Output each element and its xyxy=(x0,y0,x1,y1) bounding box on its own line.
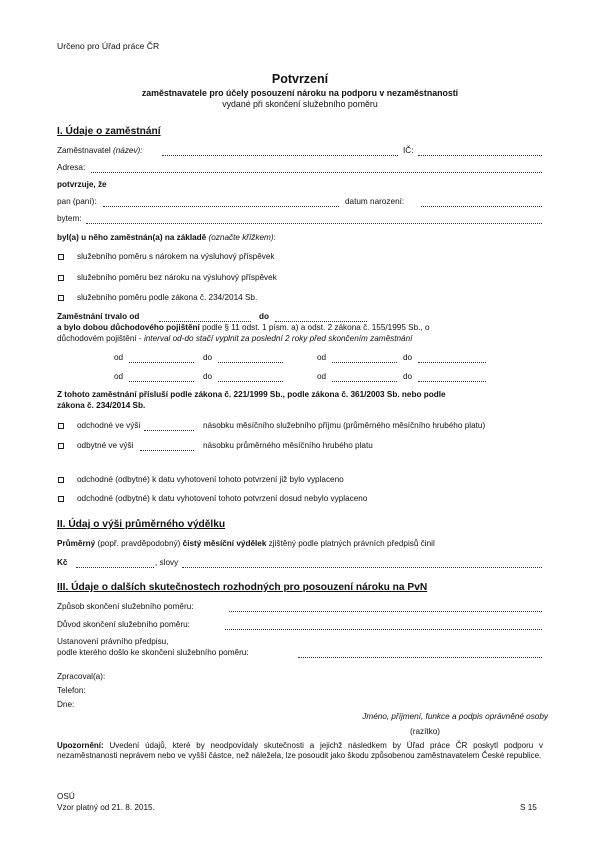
section-1-heading: I. Údaje o zaměstnání xyxy=(57,126,161,137)
legal-provision-field[interactable] xyxy=(298,657,542,658)
option-3-checkbox[interactable] xyxy=(58,295,64,301)
unpaid-checkbox[interactable] xyxy=(58,496,64,502)
footer-form-id: S 15 xyxy=(520,803,537,812)
signature-caption: Jméno, příjmení, funkce a podpis oprávněné osoby xyxy=(362,712,548,721)
document-subtitle: zaměstnavatele pro účely posouzení nároku na podporu v nezaměstnanosti xyxy=(141,88,459,98)
severance-checkbox[interactable] xyxy=(58,423,64,429)
termination-method-field[interactable] xyxy=(229,611,542,612)
option-2-checkbox[interactable] xyxy=(58,275,64,281)
interval-4-from-label: od xyxy=(317,372,327,381)
currency-label: Kč xyxy=(57,558,68,567)
address-field[interactable] xyxy=(91,172,542,173)
dob-field[interactable] xyxy=(421,206,542,207)
duration-label: Zaměstnání trvalo od xyxy=(57,312,140,321)
warning-notice: Upozornění: Uvedení údajů, které by neodpovídaly skutečnosti a jejichž následkem by Úřad práce ČR poskytl podporu v nezaměstnanosti neprávem nebo ve vyšší částce, než náležela, lze posoudit jako škodu způsobenou zaměstnavatelem České republice. xyxy=(57,741,543,761)
unpaid-option-label: odchodné (odbytné) k datu vyhotovení tohoto potvrzení dosud nebylo vyplaceno xyxy=(77,494,368,503)
compensation-label: odbytné ve výši xyxy=(77,441,134,450)
intended-for-note: Určeno pro Úřad práce ČR xyxy=(57,41,160,51)
option-1-label: služebního poměru s nárokem na výsluhový příspěvek xyxy=(77,252,275,261)
address-label: Adresa: xyxy=(57,163,86,172)
amount-field[interactable] xyxy=(76,567,154,568)
compensation-checkbox[interactable] xyxy=(58,443,64,449)
option-1-checkbox[interactable] xyxy=(58,254,64,260)
interval-1-from-field[interactable] xyxy=(129,362,194,363)
processed-by-label: Zpracoval(a): xyxy=(57,672,106,681)
section-2-heading: II. Údaj o výši průměrného výdělku xyxy=(57,519,226,530)
severance-multiple-field[interactable] xyxy=(144,430,194,431)
residence-field[interactable] xyxy=(86,223,542,224)
employment-basis-label: byl(a) u něho zaměstnán(a) na základě (označte křížkem): xyxy=(57,233,276,242)
document-subtitle-2: vydané při skončení služebního poměru xyxy=(222,99,378,109)
footer-code: OSÚ xyxy=(57,792,75,801)
in-words-label: , slovy xyxy=(155,558,179,567)
document-title: Potvrzení xyxy=(271,72,329,86)
section-3-heading: III. Údaje o dalších skutečnostech rozhodných pro posouzení nároku na PvN xyxy=(57,582,428,593)
date-label: Dne: xyxy=(57,700,75,709)
person-name-field[interactable] xyxy=(103,206,339,207)
severance-label: odchodné ve výši xyxy=(77,421,141,430)
legal-provision-label-1: Ustanovení právního předpisu, xyxy=(57,637,169,646)
compensation-multiple-field[interactable] xyxy=(140,450,194,451)
employer-label: Zaměstnavatel (název): xyxy=(57,146,143,155)
amount-in-words-field[interactable] xyxy=(182,567,542,568)
dob-label: datum narození: xyxy=(345,197,405,206)
stamp-caption: (razítko) xyxy=(410,727,441,736)
interval-3-to-field[interactable] xyxy=(218,381,283,382)
termination-reason-label: Důvod skončení služebního poměru: xyxy=(57,620,190,629)
pension-line-1: a bylo dobou důchodového pojištění podle § 11 odst. 1 písm. a) a odst. 2 zákona č. 155/1995 Sb., o xyxy=(57,323,430,332)
duration-to-field[interactable] xyxy=(275,321,367,322)
termination-reason-field[interactable] xyxy=(225,629,542,630)
paid-checkbox[interactable] xyxy=(58,477,64,483)
option-3-label: služebního poměru podle zákona č. 234/2014 Sb. xyxy=(77,293,258,302)
ico-field[interactable] xyxy=(418,155,542,156)
ico-label: IČ: xyxy=(403,146,414,155)
interval-4-to-label: do xyxy=(403,372,413,381)
interval-4-to-field[interactable] xyxy=(418,381,486,382)
payment-heading-line-1: Z tohoto zaměstnání přísluší podle zákona č. 221/1999 Sb., podle zákona č. 361/2003 Sb. nebo podle xyxy=(57,390,446,399)
interval-3-from-label: od xyxy=(114,372,124,381)
residence-label: bytem: xyxy=(57,214,82,223)
payment-heading-line-2: zákona č. 234/2014 Sb. xyxy=(57,401,146,410)
interval-2-from-label: od xyxy=(317,353,327,362)
average-earnings-label: Průměrný (popř. pravděpodobný) čistý měsíční výdělek zjištěný podle platných právních předpisů činil xyxy=(57,539,435,548)
interval-4-from-field[interactable] xyxy=(332,381,397,382)
interval-3-from-field[interactable] xyxy=(129,381,194,382)
interval-2-from-field[interactable] xyxy=(332,362,397,363)
paid-option-label: odchodné (odbytné) k datu vyhotovení tohoto potvrzení již bylo vyplaceno xyxy=(77,475,344,484)
interval-2-to-label: do xyxy=(403,353,413,362)
pension-line-2: důchodovém pojištění - interval od-do stačí vyplnit za poslední 2 roky před skončením zaměstnání xyxy=(57,334,413,343)
duration-from-field[interactable] xyxy=(159,321,251,322)
employer-name-field[interactable] xyxy=(162,155,398,156)
duration-to-label: do xyxy=(259,312,270,321)
interval-1-to-label: do xyxy=(203,353,213,362)
interval-1-to-field[interactable] xyxy=(218,362,283,363)
interval-2-to-field[interactable] xyxy=(418,362,486,363)
legal-provision-label-2: podle kterého došlo ke skončení služebního poměru: xyxy=(57,648,249,657)
interval-3-to-label: do xyxy=(203,372,213,381)
footer-valid-from: Vzor platný od 21. 8. 2015. xyxy=(57,803,155,812)
option-2-label: služebního poměru bez nároku na výsluhový příspěvek xyxy=(77,273,277,282)
compensation-description: násobku průměrného měsíčního hrubého platu xyxy=(203,441,373,450)
confirms-label: potvrzuje, že xyxy=(57,180,107,189)
person-label: pan (paní): xyxy=(57,197,97,206)
severance-description: násobku měsíčního služebního příjmu (průměrného měsíčního hrubého platu) xyxy=(203,421,486,430)
phone-label: Telefon: xyxy=(57,686,86,695)
interval-1-from-label: od xyxy=(114,353,124,362)
termination-method-label: Způsob skončení služebního poměru: xyxy=(57,602,194,611)
